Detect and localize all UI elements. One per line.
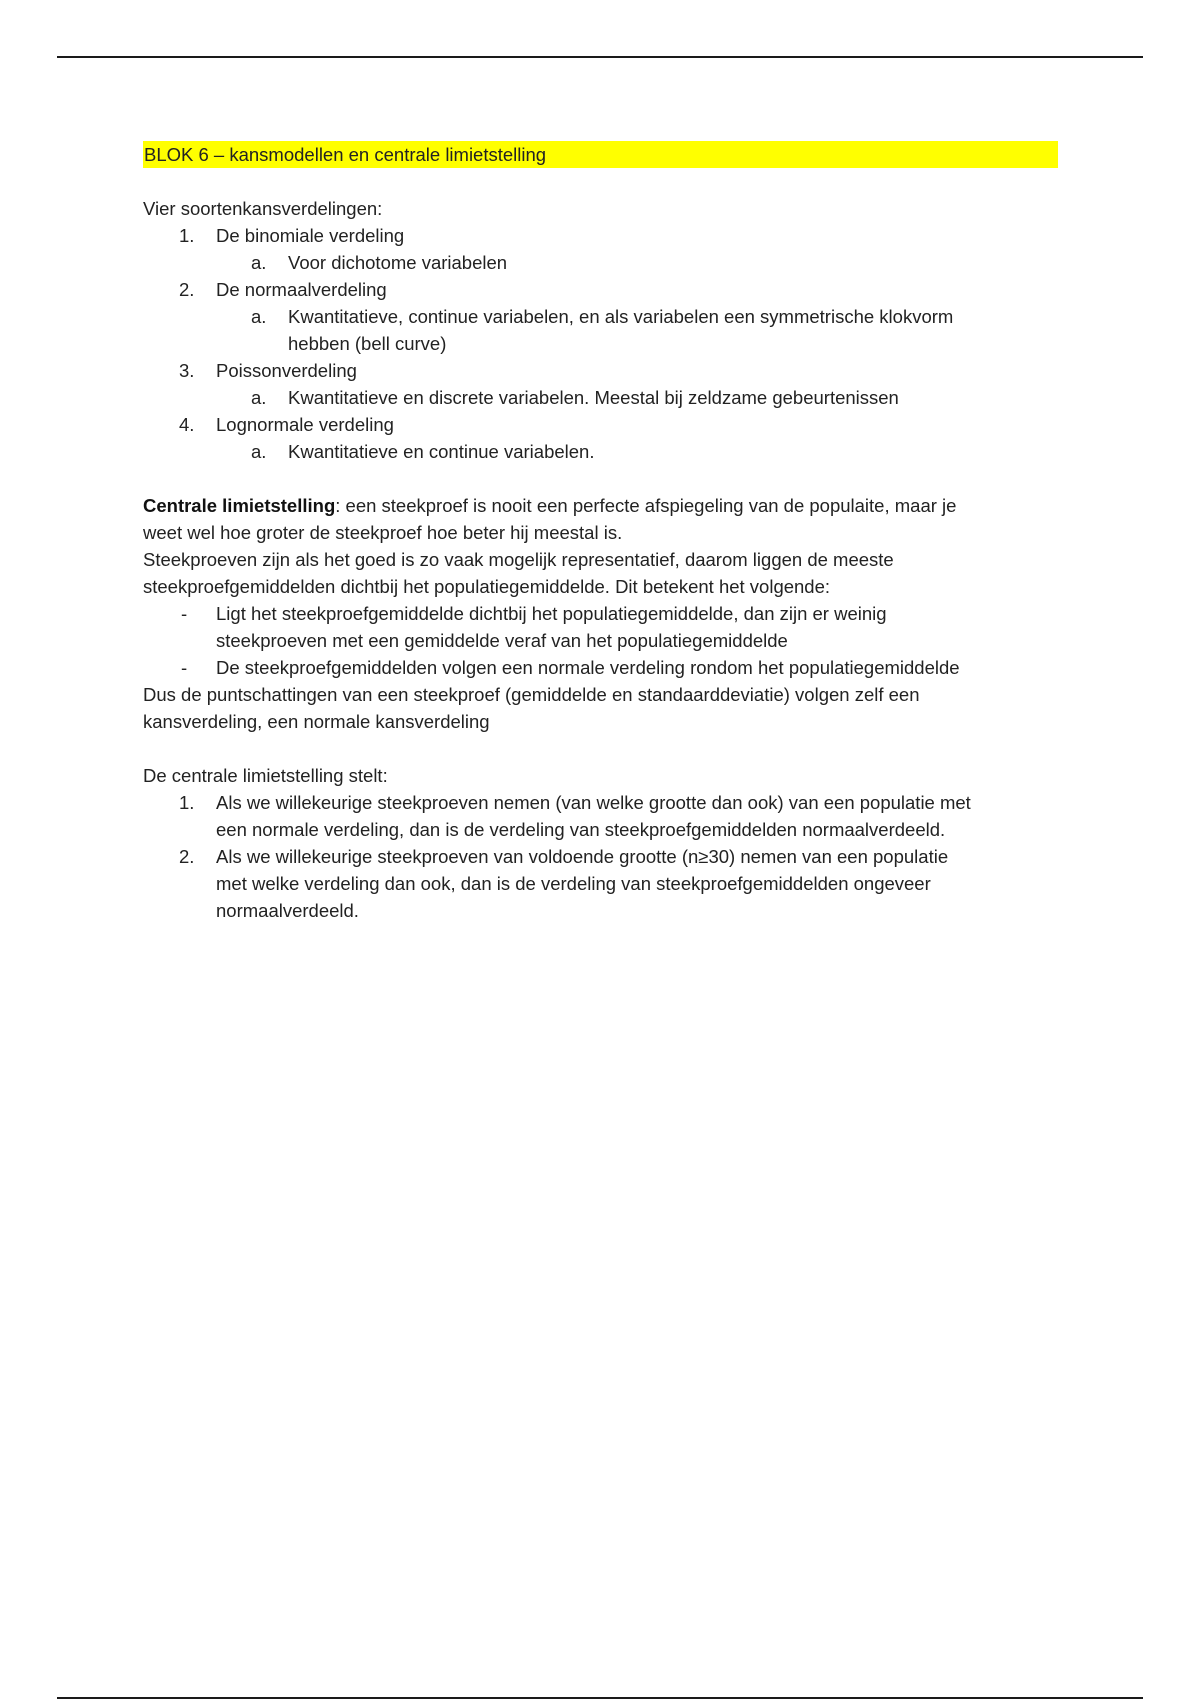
list-number: 3. <box>179 360 195 381</box>
statement-text: Als we willekeurige steekproeven van voldoende grootte (n≥30) nemen van een populatie <box>216 846 949 867</box>
bullet-item <box>143 600 1058 654</box>
list-label: De binomiale verdeling <box>216 225 405 246</box>
bullet-item <box>143 654 1058 681</box>
sub-letter: a. <box>251 306 267 327</box>
list-number: 1. <box>179 792 195 813</box>
bullet-dash: - <box>181 603 188 624</box>
bullet-text: De steekproefgemiddelden volgen een normale verdeling rondom het populatiegemiddelde <box>216 657 960 678</box>
statement-text: met welke verdeling dan ook, dan is de verdeling van steekproefgemiddelden ongeveer <box>216 873 931 894</box>
list-number: 4. <box>179 414 195 435</box>
sub-text: Kwantitatieve en continue variabelen. <box>288 441 595 462</box>
list-item <box>143 411 1058 465</box>
list-item <box>143 789 1058 843</box>
paragraph-line: Dus de puntschattingen van een steekproef (gemiddelde en standaarddeviatie) volgen zelf een <box>143 684 920 705</box>
list-label: Poissonverdeling <box>216 360 357 381</box>
list-item <box>143 222 1058 276</box>
clt-term: Centrale limietstelling <box>143 495 336 516</box>
statement-intro: De centrale limietstelling stelt: <box>143 765 388 786</box>
sub-letter: a. <box>251 252 267 273</box>
clt-definition <box>143 492 1058 546</box>
list-item <box>143 357 1058 411</box>
bullet-list <box>143 600 1058 681</box>
paragraph <box>143 546 1058 600</box>
statement-text: een normale verdeling, dan is de verdeling van steekproefgemiddelden normaalverdeeld. <box>216 819 946 840</box>
sub-letter: a. <box>251 387 267 408</box>
list-number: 1. <box>179 225 195 246</box>
list-number: 2. <box>179 279 195 300</box>
clt-def-line: weet wel hoe groter de steekproef hoe beter hij meestal is. <box>143 522 623 543</box>
paragraph-line: Steekproeven zijn als het goed is zo vaak mogelijk representatief, daarom liggen de meeste <box>143 549 894 570</box>
paragraph-line: kansverdeling, een normale kansverdeling <box>143 711 490 732</box>
list-label: De normaalverdeling <box>216 279 387 300</box>
header-rule <box>57 56 1143 58</box>
sub-text: Voor dichotome variabelen <box>288 252 508 273</box>
section-heading <box>143 141 1058 168</box>
sub-text: Kwantitatieve, continue variabelen, en als variabelen een symmetrische klokvorm <box>288 306 954 327</box>
statement-text: Als we willekeurige steekproeven nemen (van welke grootte dan ook) van een populatie met <box>216 792 971 813</box>
statement-text: normaalverdeeld. <box>216 900 359 921</box>
document-body <box>143 141 1058 924</box>
intro-text: Vier soortenkansverdelingen: <box>143 198 383 219</box>
bullet-text: Ligt het steekproefgemiddelde dichtbij het populatiegemiddelde, dan zijn er weinig <box>216 603 887 624</box>
bullet-text: steekproeven met een gemiddelde veraf van het populatiegemiddelde <box>216 630 788 651</box>
list-item <box>143 276 1058 357</box>
list-label: Lognormale verdeling <box>216 414 394 435</box>
clt-def-line: : een steekproef is nooit een perfecte afspiegeling van de populaite, maar je <box>335 495 957 516</box>
sub-text: hebben (bell curve) <box>288 333 447 354</box>
footer-rule <box>57 1697 1143 1699</box>
sub-letter: a. <box>251 441 267 462</box>
section-heading-text: BLOK 6 – kansmodellen en centrale limietstelling <box>144 144 547 165</box>
list-item <box>143 843 1058 924</box>
bullet-dash: - <box>181 657 188 678</box>
paragraph-line: steekproefgemiddelden dichtbij het populatiegemiddelde. Dit betekent het volgende: <box>143 576 831 597</box>
paragraph <box>143 681 1058 735</box>
sub-text: Kwantitatieve en discrete variabelen. Meestal bij zeldzame gebeurtenissen <box>288 387 899 408</box>
statement-list <box>143 789 1058 924</box>
list-number: 2. <box>179 846 195 867</box>
distribution-list <box>143 222 1058 465</box>
